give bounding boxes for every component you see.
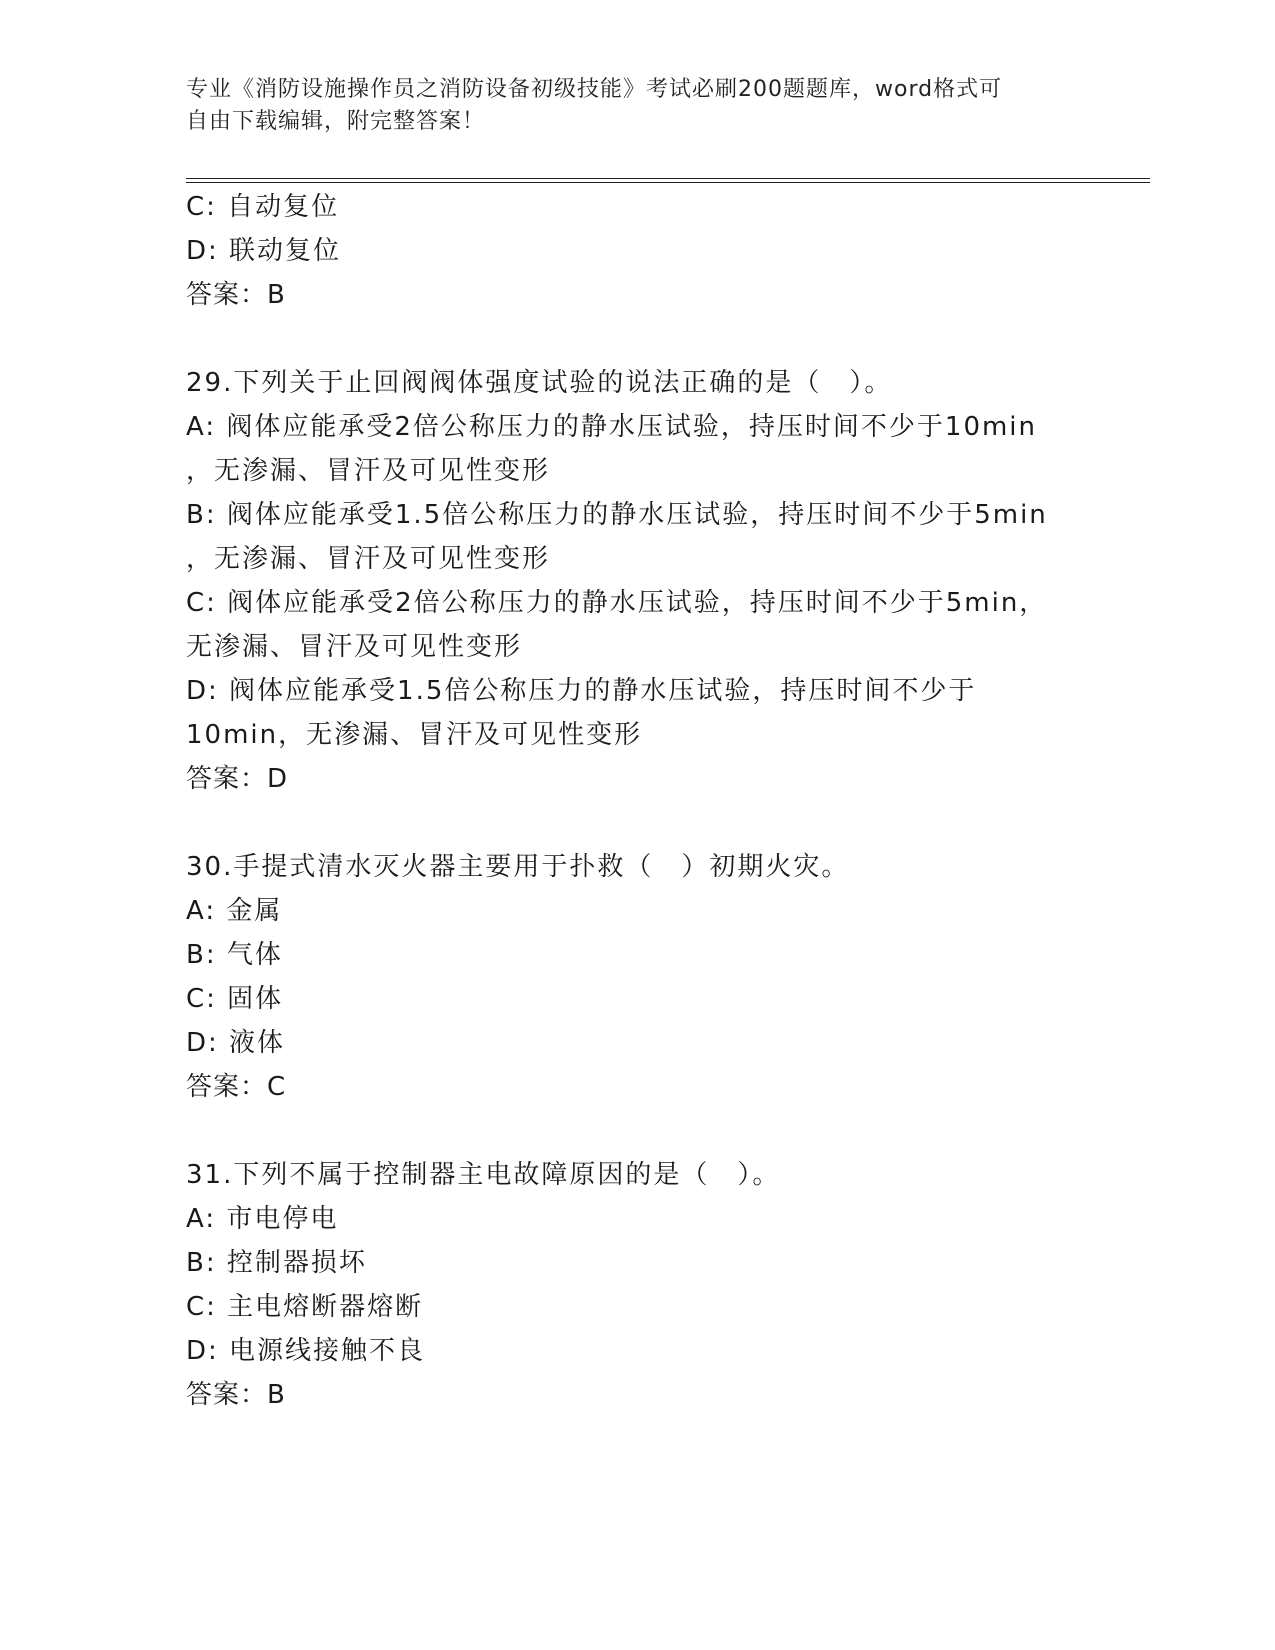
prev-option-c: C: 自动复位: [186, 192, 340, 222]
q31-option-d: D: 电源线接触不良: [186, 1336, 426, 1366]
header-rule-bottom: [186, 182, 1150, 183]
q31-option-b: B: 控制器损坏: [186, 1248, 367, 1278]
q29-question: 29.下列关于止回阀阀体强度试验的说法正确的是（ ）。: [186, 368, 893, 398]
q29-option-b-line2: ，无渗漏、冒汗及可见性变形: [186, 544, 551, 574]
q30-option-a: A: 金属: [186, 896, 283, 926]
q31-question: 31.下列不属于控制器主电故障原因的是（ ）。: [186, 1160, 781, 1190]
header-line-2: 自由下载编辑，附完整答案！: [186, 109, 486, 134]
q29-option-c-line1: C: 阀体应能承受2倍公称压力的静水压试验，持压时间不少于5min，: [186, 588, 1048, 618]
q30-answer: 答案：C: [186, 1072, 287, 1102]
q30-option-d: D: 液体: [186, 1028, 286, 1058]
q31-answer: 答案：B: [186, 1380, 286, 1410]
q29-answer: 答案：D: [186, 764, 289, 794]
prev-answer: 答案：B: [186, 280, 286, 310]
q29-option-b-line1: B: 阀体应能承受1.5倍公称压力的静水压试验，持压时间不少于5min: [186, 500, 1048, 530]
header-line-1: 专业《消防设施操作员之消防设备初级技能》考试必刷200题题库，word格式可: [186, 77, 1003, 102]
header-rule-top: [186, 178, 1150, 179]
q29-option-a-line2: ，无渗漏、冒汗及可见性变形: [186, 456, 551, 486]
q30-option-c: C: 固体: [186, 984, 284, 1014]
q29-option-d-line2: 10min，无渗漏、冒汗及可见性变形: [186, 720, 643, 750]
prev-option-d: D: 联动复位: [186, 236, 342, 266]
q29-option-d-line1: D: 阀体应能承受1.5倍公称压力的静水压试验，持压时间不少于: [186, 676, 977, 706]
q30-option-b: B: 气体: [186, 940, 283, 970]
q31-option-a: A: 市电停电: [186, 1204, 339, 1234]
q29-option-c-line2: 无渗漏、冒汗及可见性变形: [186, 632, 523, 662]
q29-option-a-line1: A: 阀体应能承受2倍公称压力的静水压试验，持压时间不少于10min: [186, 412, 1038, 442]
q31-option-c: C: 主电熔断器熔断: [186, 1292, 424, 1322]
document-header: [186, 74, 1066, 138]
q30-question: 30.手提式清水灭火器主要用于扑救（ ）初期火灾。: [186, 852, 850, 882]
